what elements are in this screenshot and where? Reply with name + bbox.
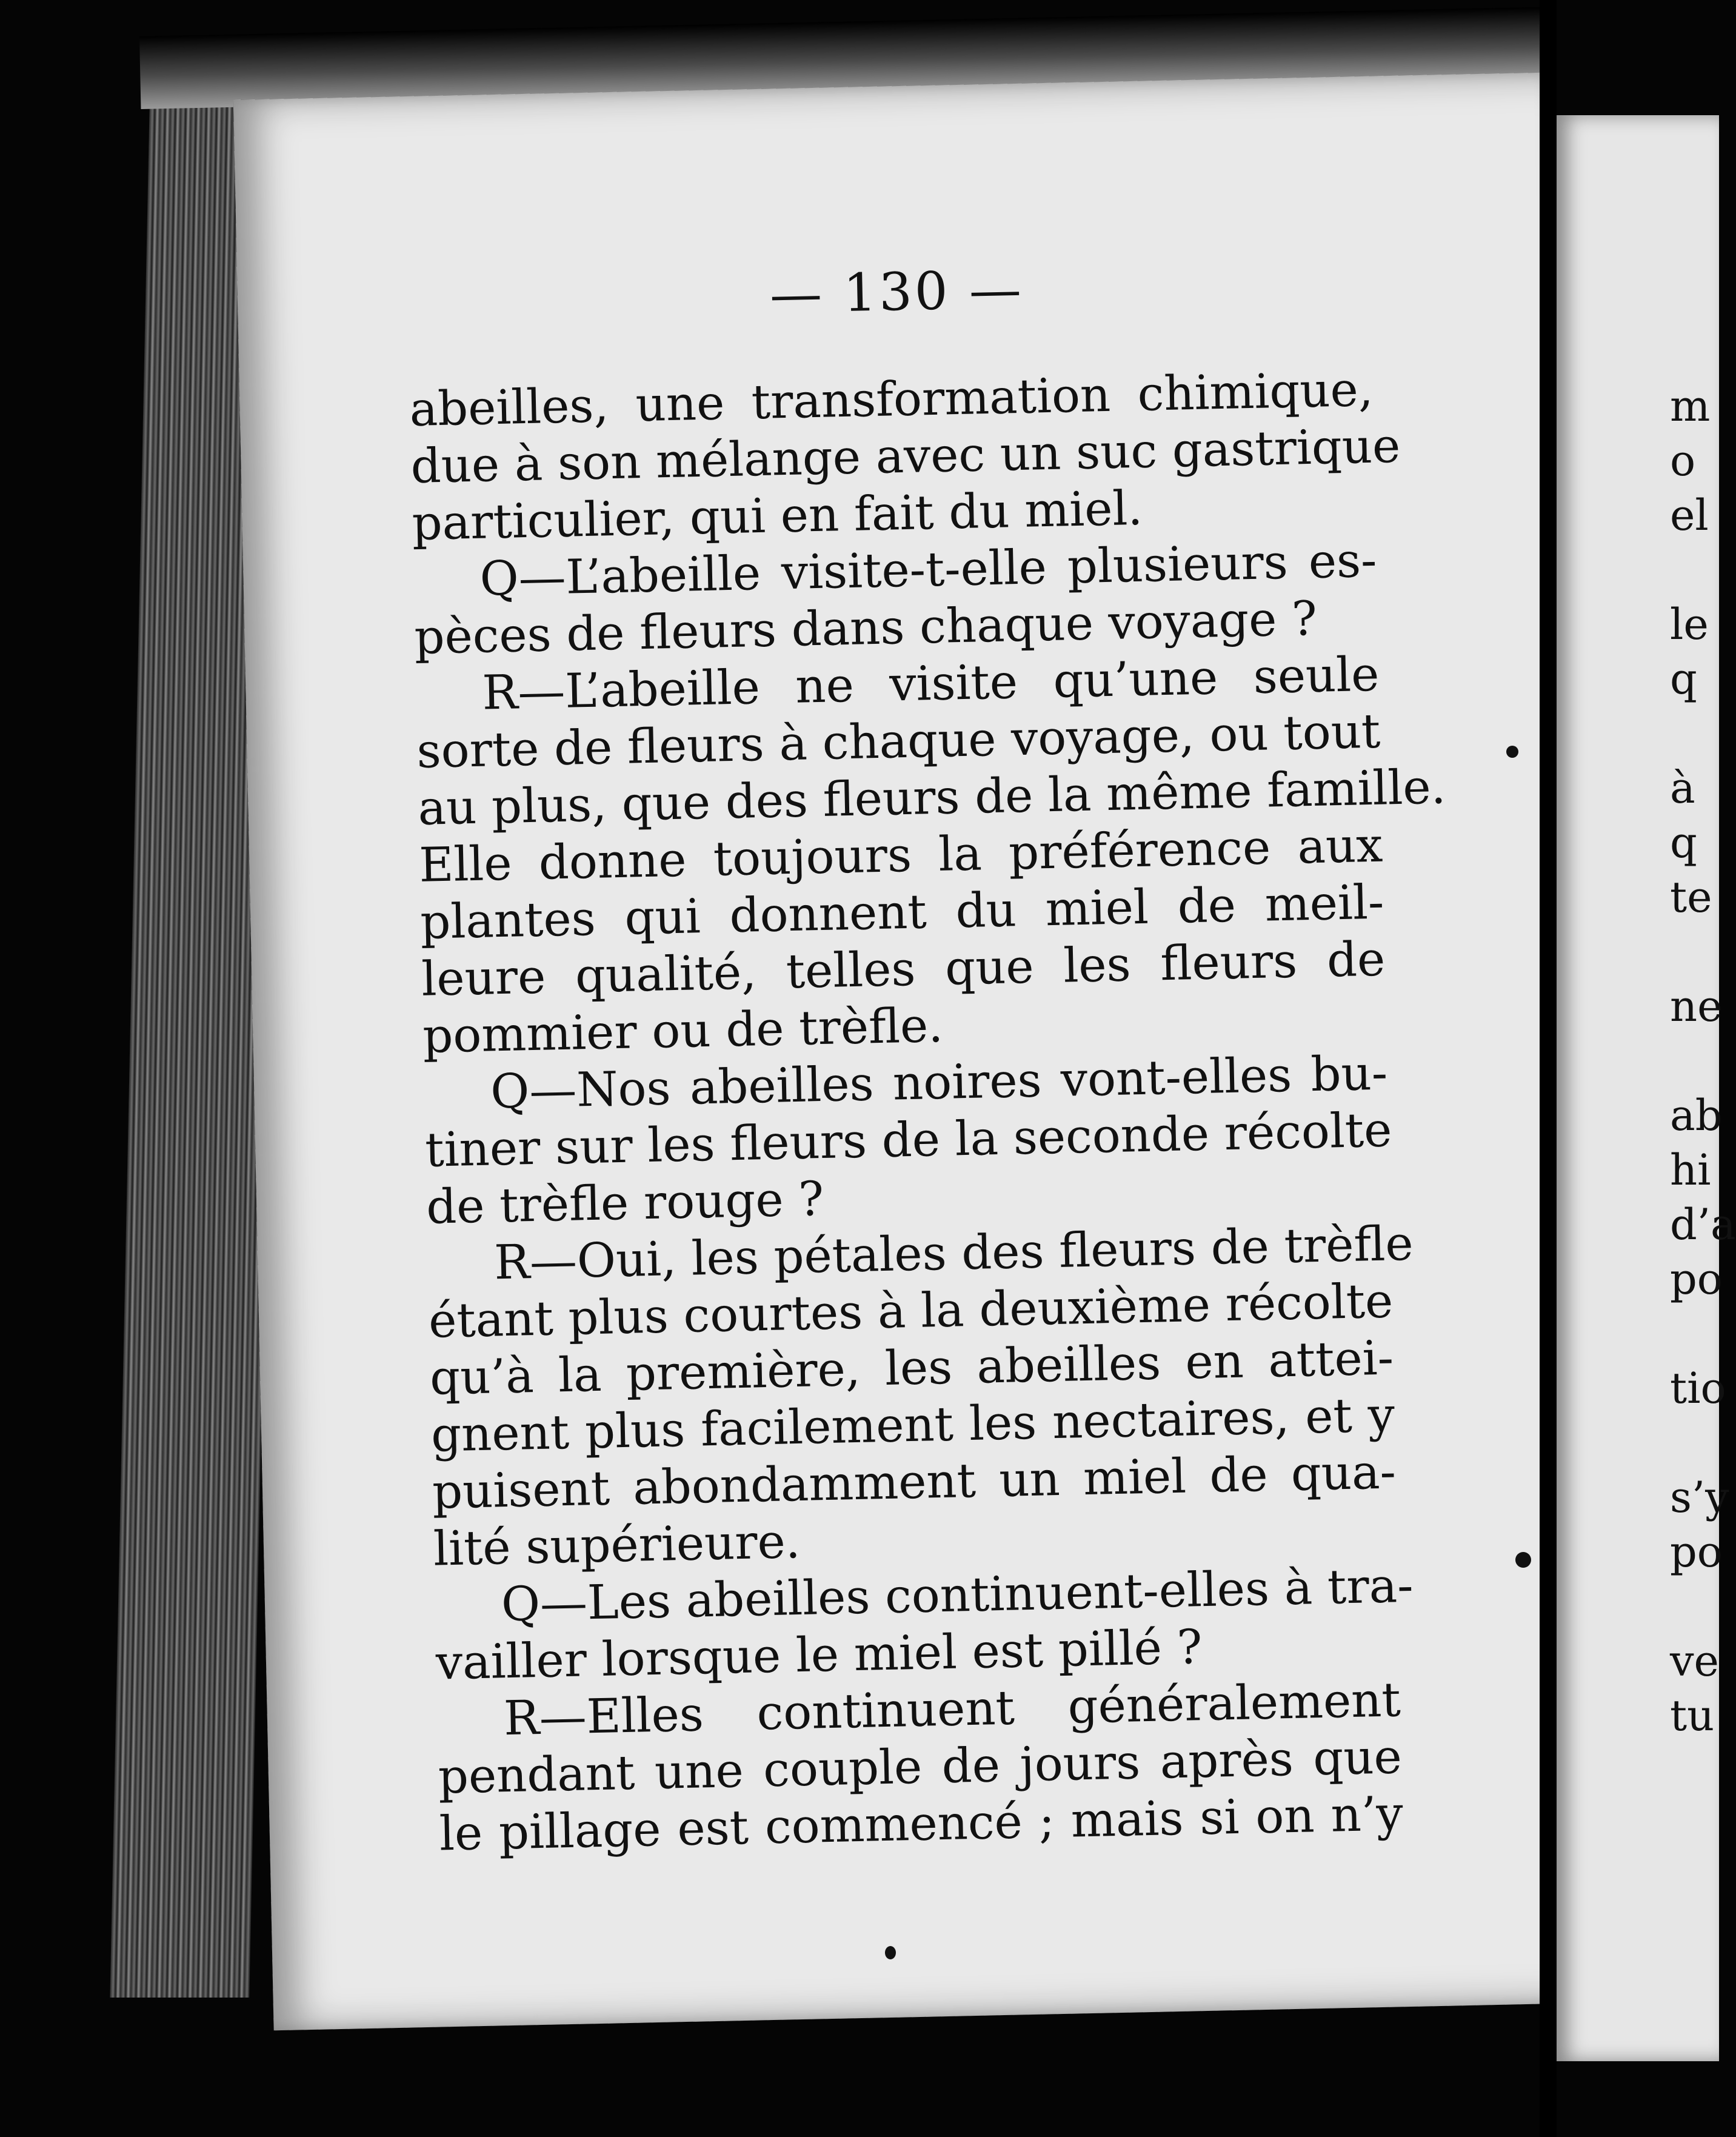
text-line: R—L’abeille ne visite qu’une seule	[481, 647, 1380, 721]
next-page-fragment: d’a	[1670, 1200, 1736, 1249]
text-line: de trèfle rouge ?	[426, 1172, 824, 1235]
text-line: au plus, que des fleurs de la même famille.	[417, 760, 1447, 836]
next-page-fragment: po	[1670, 1527, 1723, 1577]
next-page-fragment: q	[1670, 818, 1697, 868]
text-line: R—Elles continuent généralement	[503, 1673, 1401, 1747]
text-line: puisent abondamment un miel de qua-	[432, 1445, 1397, 1520]
next-page-fragment: le	[1670, 600, 1709, 649]
text-line: étant plus courtes à la deuxième récolte	[428, 1274, 1394, 1349]
next-page-fragment: m	[1670, 381, 1711, 431]
next-page-fragment: tio	[1670, 1363, 1726, 1413]
next-page-fragment: po	[1670, 1254, 1723, 1304]
next-page-fragment: ne	[1670, 982, 1723, 1031]
next-page-fragment	[1670, 1579, 1736, 1634]
next-page-fragment: el	[1670, 490, 1709, 540]
ink-speck	[1506, 746, 1518, 758]
ink-speck	[1515, 1552, 1531, 1568]
book-gutter	[1540, 0, 1557, 2137]
next-page-fragment	[1670, 1034, 1736, 1088]
page-text	[409, 361, 1447, 1863]
text-line: qu’à la première, les abeilles en attei-	[429, 1331, 1394, 1406]
next-page-fragment: ab	[1670, 1091, 1723, 1140]
text-line: pèces de fleurs dans chaque voyage ?	[413, 591, 1318, 665]
text-line: gnent plus facilement les nectaires, et y	[430, 1388, 1395, 1463]
text-line: particulier, qui en fait du miel.	[411, 481, 1144, 551]
page-number: — 130 —	[769, 259, 1024, 326]
next-page-fragment: o	[1670, 436, 1696, 486]
text-line: plantes qui donnent du miel de meil-	[419, 875, 1385, 950]
text-line: Q—Nos abeilles noires vont-elles bu-	[490, 1046, 1388, 1120]
next-page-fragment	[1670, 1416, 1736, 1470]
next-page-fragment: à	[1670, 763, 1695, 813]
next-page-fragment	[1670, 925, 1736, 979]
text-line: lité supérieure.	[433, 1514, 801, 1577]
next-page-fragment: hi	[1670, 1145, 1711, 1195]
text-line: Q—Les abeilles continuent-elles à tra-	[501, 1558, 1414, 1633]
text-line: pommier ou de trèfle.	[422, 998, 944, 1064]
next-page-fragment	[1670, 1743, 1736, 1798]
next-page-fragment: q	[1670, 654, 1697, 704]
next-page-fragment	[1670, 706, 1736, 761]
right-page-text	[1670, 379, 1736, 1798]
text-line: R—Oui, les pétales des fleurs de trèfle	[493, 1216, 1414, 1291]
next-page-fragment: ve	[1670, 1636, 1719, 1686]
ink-speck	[885, 1946, 896, 1959]
text-line: sorte de fleurs à chaque voyage, ou tout	[416, 704, 1381, 779]
next-page-fragment	[1670, 543, 1736, 597]
text-line: Q—L’abeille visite-t-elle plusieurs es-	[479, 533, 1378, 607]
left-page	[233, 72, 1592, 2030]
text-line: le pillage est commencé ; mais si on n’y	[439, 1787, 1404, 1862]
next-page-fragment	[1670, 1306, 1736, 1361]
text-line: abeilles, une transformation chimique,	[409, 362, 1374, 438]
text-line: due à son mélange avec un suc gastrique	[410, 418, 1401, 494]
text-line: leure qualité, telles que les fleurs de	[421, 932, 1386, 1007]
text-line: Elle donne toujours la préférence aux	[418, 818, 1384, 893]
next-page-fragment: tu	[1670, 1691, 1715, 1741]
next-page-fragment: te	[1670, 872, 1712, 922]
next-page-fragment: s’y	[1670, 1473, 1729, 1522]
text-line: tiner sur les fleurs de la seconde récolte	[424, 1103, 1393, 1178]
text-line: vailler lorsque le miel est pillé ?	[435, 1620, 1203, 1691]
text-line: pendant une couple de jours après que	[438, 1730, 1403, 1805]
